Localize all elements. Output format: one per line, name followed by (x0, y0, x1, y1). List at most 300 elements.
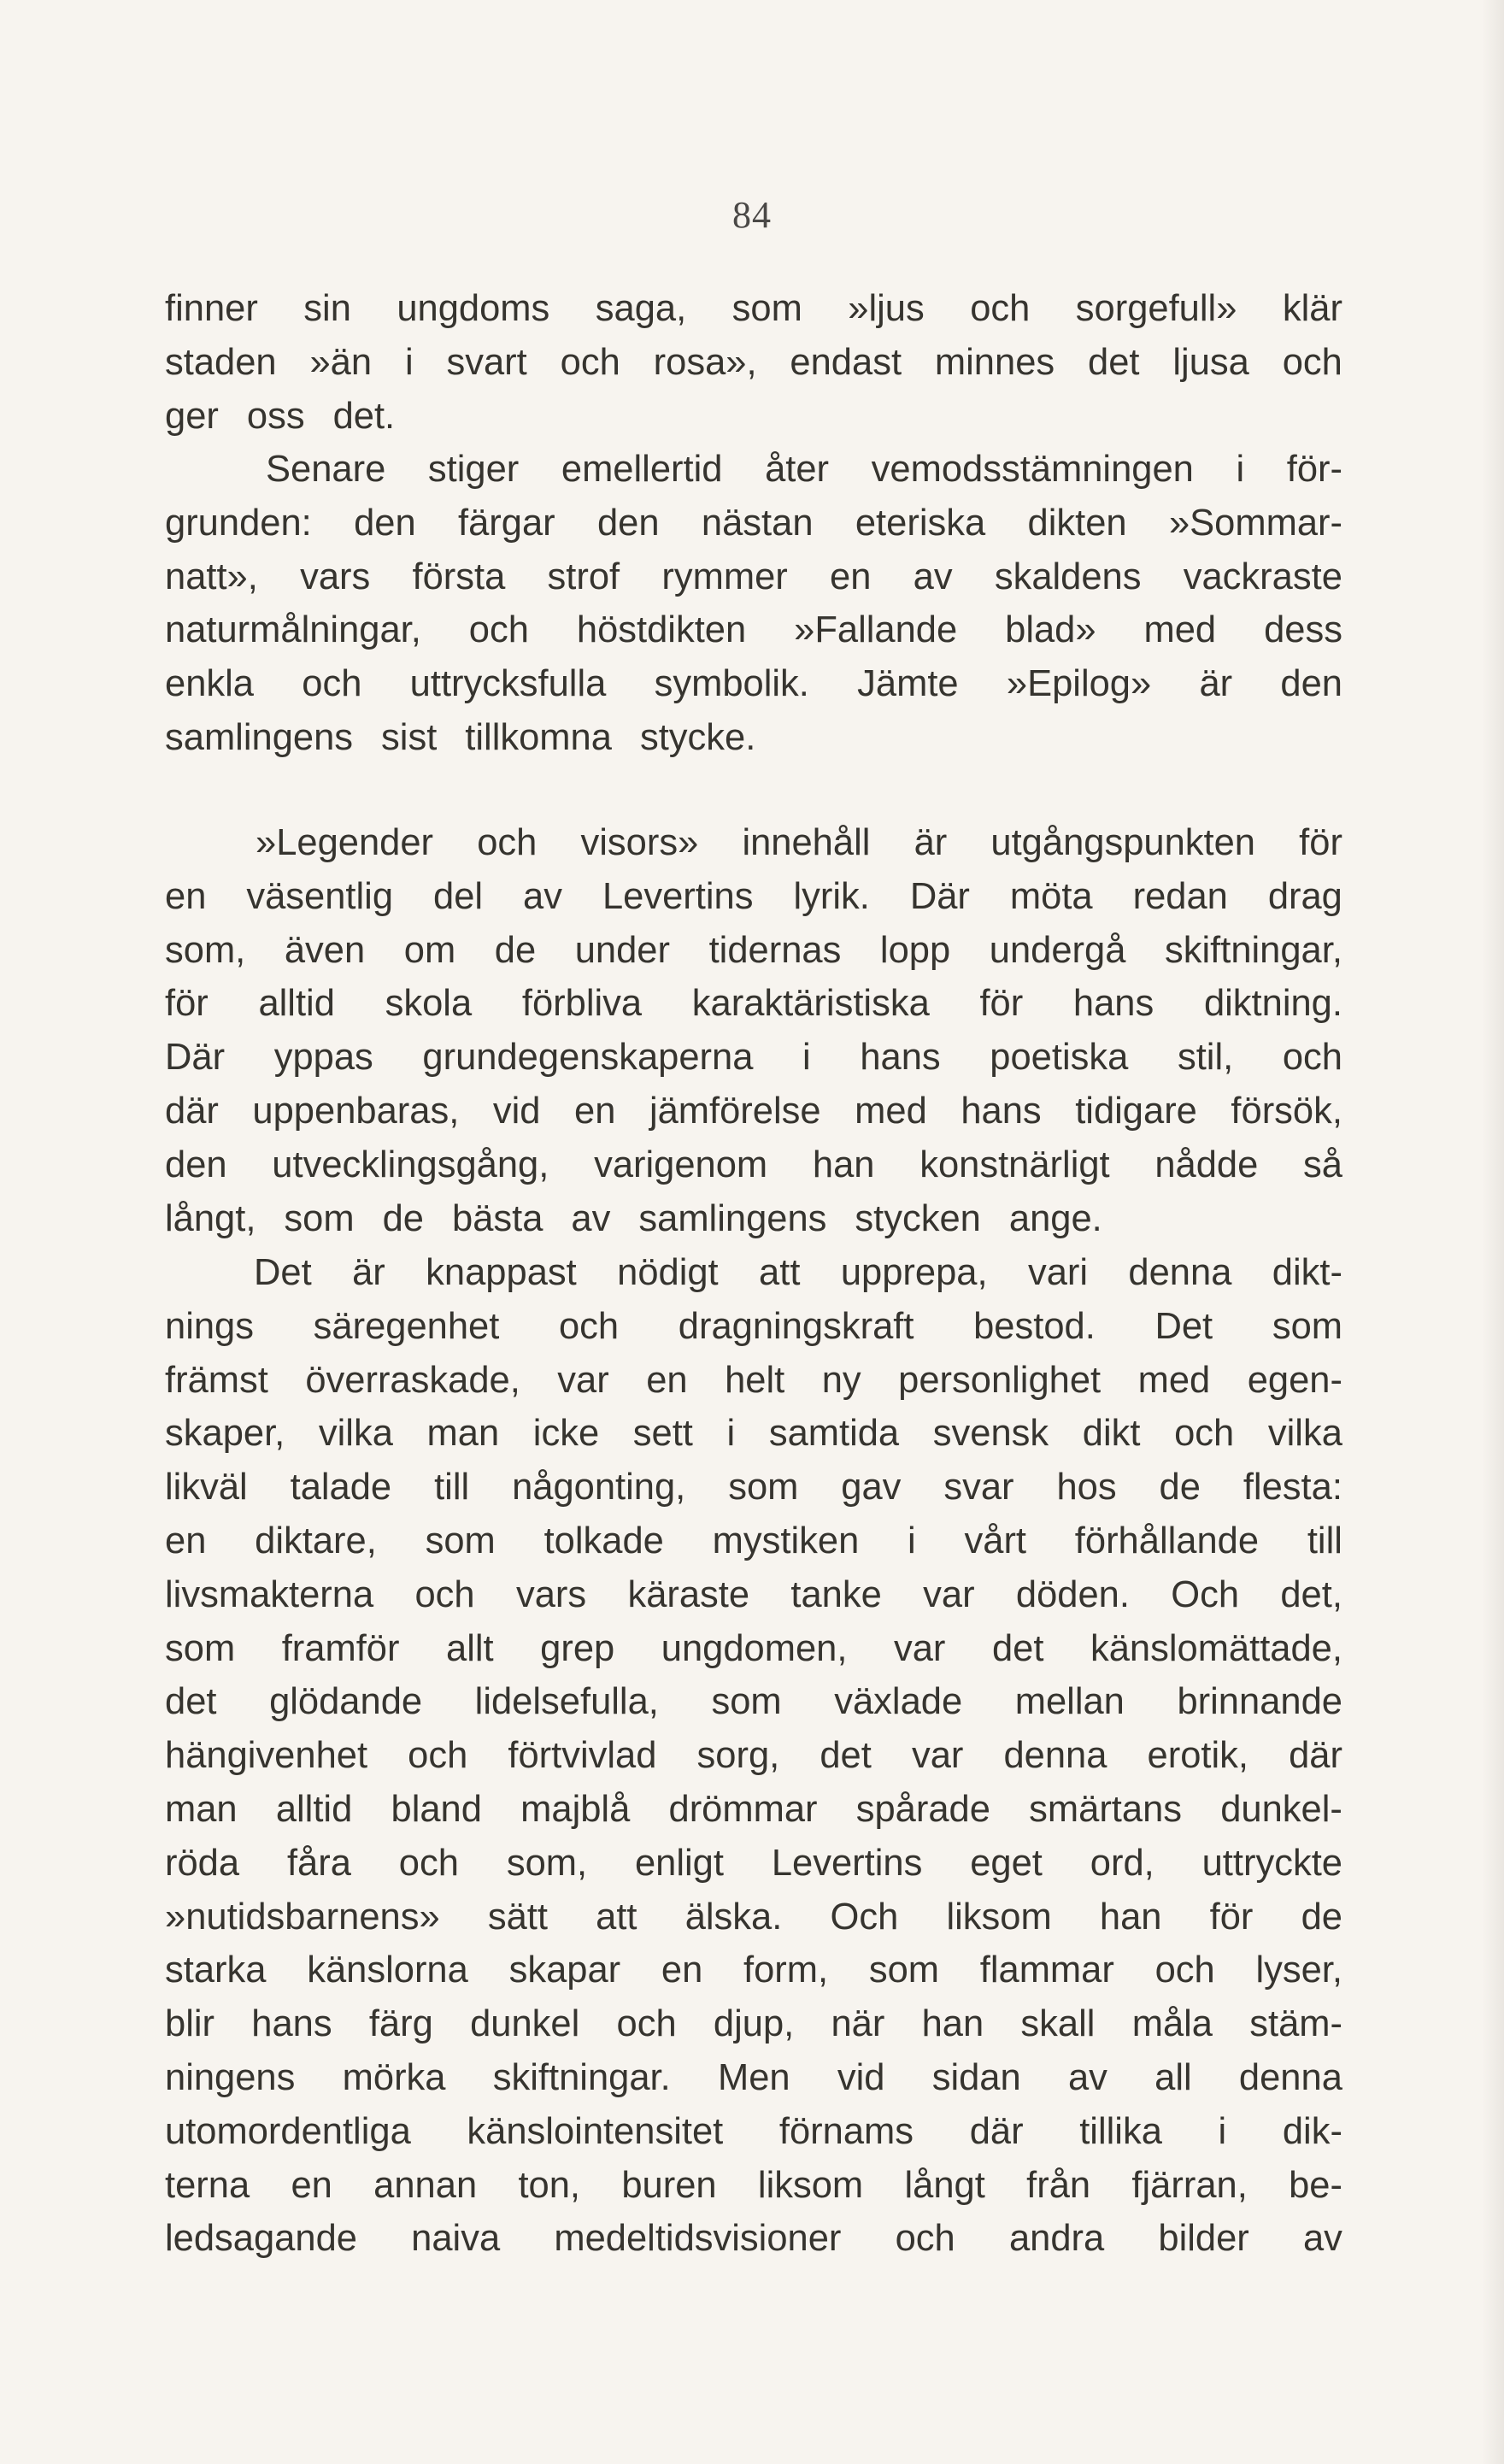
word: grunden: (165, 502, 312, 544)
word: »ljus (848, 288, 925, 329)
text-line (165, 1622, 1342, 1676)
word: en (661, 1949, 703, 1991)
text-line (165, 2159, 1342, 2213)
word: när (831, 2003, 885, 2045)
word: i (802, 1037, 811, 1079)
word: man (426, 1413, 500, 1455)
text-line (165, 1729, 1342, 1783)
word: det (1088, 341, 1140, 383)
text-line (165, 1568, 1342, 1622)
word: de (494, 929, 537, 971)
word: hans (251, 2003, 332, 2045)
word: man (165, 1788, 238, 1830)
text-line (165, 1514, 1342, 1568)
word: be- (1289, 2164, 1342, 2206)
word: som (731, 288, 802, 329)
word: den (354, 502, 416, 544)
word: förtvivlad (508, 1735, 657, 1777)
word: »nutidsbarnens» (165, 1896, 440, 1938)
word: sin (303, 288, 351, 329)
text-line (165, 1891, 1342, 1944)
word: skiftningar, (1164, 929, 1342, 971)
word: av (1302, 2218, 1342, 2260)
word: andra (1008, 2218, 1105, 2260)
text-line (165, 870, 1342, 924)
word: med (1143, 609, 1217, 651)
word: del (433, 875, 484, 917)
text-line (165, 1354, 1342, 1408)
word: växlade (834, 1681, 963, 1723)
word: Och (1171, 1573, 1240, 1615)
word: liksom (946, 1896, 1052, 1938)
word: en (291, 2164, 332, 2206)
word: känslorna (307, 1949, 468, 1991)
word: dess (1264, 609, 1342, 651)
word: och (560, 341, 620, 383)
word: nings (165, 1305, 254, 1347)
word: förhållande (1074, 1520, 1260, 1561)
text-line (165, 1944, 1342, 1997)
word: tillika (1079, 2110, 1162, 2152)
word: dragningskraft (678, 1305, 914, 1347)
word: konstnärligt (919, 1144, 1110, 1185)
word: bland (391, 1788, 482, 1830)
word: stycke. (639, 716, 756, 758)
word: han (1099, 1896, 1162, 1938)
word: där (969, 2110, 1024, 2152)
word: ange. (1008, 1197, 1102, 1239)
word: var (557, 1359, 609, 1401)
word: skaldens (994, 556, 1142, 597)
word: där (165, 1090, 219, 1132)
word: personlighet (898, 1359, 1102, 1401)
word: lyrik. (793, 875, 870, 917)
word: »Legender (256, 822, 434, 863)
word: denna (1003, 1735, 1107, 1777)
word: för (165, 983, 209, 1025)
word: långt (904, 2164, 985, 2206)
word: icke (532, 1413, 600, 1455)
word: som (728, 1467, 799, 1508)
word: det (991, 1627, 1044, 1669)
word: sidan (931, 2056, 1021, 2098)
text-line (165, 1675, 1342, 1729)
word: mellan (1014, 1681, 1125, 1723)
word: staden (165, 341, 277, 383)
word: vari (1027, 1252, 1089, 1293)
word: bestod. (973, 1305, 1096, 1347)
word: upprepa, (840, 1252, 988, 1293)
word: eteriska (855, 502, 986, 544)
word: helt (725, 1359, 785, 1401)
word: mörka (342, 2056, 446, 2098)
word: Levertins (771, 1842, 923, 1884)
word: uttrycksfulla (409, 663, 607, 705)
word: allt (446, 1627, 494, 1669)
word: röda (165, 1842, 240, 1884)
word: nästan (701, 502, 814, 544)
word: främst (165, 1359, 268, 1401)
word: drömmar (668, 1788, 818, 1830)
word: naturmålningar, (165, 609, 421, 651)
word: terna (165, 2164, 250, 2206)
word: skall (1020, 2003, 1096, 2045)
word: spårade (855, 1788, 990, 1830)
word: vårt (964, 1520, 1027, 1561)
word: samlingens (165, 716, 354, 758)
word: samlingens (638, 1197, 827, 1239)
word: gav (841, 1467, 902, 1508)
word: dunkel- (1220, 1788, 1342, 1830)
word: som (425, 1520, 496, 1561)
text-line (165, 924, 1342, 978)
word: och (558, 1305, 620, 1347)
word: känslointensitet (467, 2110, 724, 2152)
paragraph-4 (165, 1246, 1342, 2266)
word: som (711, 1681, 782, 1723)
word: sätt (487, 1896, 548, 1938)
word: och (408, 1735, 468, 1777)
paragraph-2 (165, 443, 1342, 765)
word: svart (446, 341, 527, 383)
text-line (165, 1300, 1342, 1354)
text-line (165, 1407, 1342, 1461)
word: ungdoms (397, 288, 550, 329)
text-line (165, 2212, 1342, 2266)
word: ton, (518, 2164, 581, 2206)
paragraph-3 (165, 816, 1342, 1245)
word: klär (1282, 288, 1342, 329)
word: försök, (1231, 1090, 1342, 1132)
text-line (165, 443, 1342, 497)
word: och (1174, 1413, 1235, 1455)
word: om (403, 929, 456, 971)
word: dik- (1282, 2110, 1342, 2152)
text-line (165, 550, 1342, 604)
word: av (523, 875, 562, 917)
word: bästa (452, 1197, 543, 1239)
text-line (165, 1997, 1342, 2051)
word: strof (547, 556, 620, 597)
word: i (726, 1413, 736, 1455)
word: endast (790, 341, 902, 383)
word: en (646, 1359, 688, 1401)
word: och (477, 822, 538, 863)
word: och (1282, 1037, 1342, 1079)
word: »än (309, 341, 373, 383)
word: är (914, 822, 948, 863)
word: en (574, 1090, 616, 1132)
word: sett (632, 1413, 693, 1455)
word: tillkomna (465, 716, 612, 758)
text-line (165, 1783, 1342, 1837)
word: överraskade, (305, 1359, 520, 1401)
word: väsentlig (246, 875, 394, 917)
word: lidelsefulla, (474, 1681, 659, 1723)
word: stäm- (1249, 2003, 1342, 2045)
word: grep (540, 1627, 615, 1669)
word: i (404, 341, 414, 383)
word: stycken (855, 1197, 981, 1239)
word: är (352, 1252, 385, 1293)
word: att (596, 1896, 637, 1938)
word: form, (743, 1949, 829, 1991)
word: svensk (932, 1413, 1049, 1455)
word: djup, (713, 2003, 795, 2045)
word: hängivenhet (165, 1735, 368, 1777)
word: tolkade (543, 1520, 664, 1561)
word: Levertins (602, 875, 754, 917)
word: ungdomen, (661, 1627, 848, 1669)
word: den (1280, 663, 1342, 705)
word: där (1289, 1735, 1342, 1777)
word: diktare, (255, 1520, 377, 1561)
text-line (165, 2105, 1342, 2159)
word: för (979, 983, 1024, 1025)
word: drag (1267, 875, 1342, 917)
word: enkla (165, 663, 254, 705)
word: varigenom (594, 1144, 768, 1185)
word: hans (961, 1090, 1042, 1132)
word: dunkel (470, 2003, 580, 2045)
word: flesta: (1243, 1467, 1342, 1508)
word: och (616, 2003, 677, 2045)
word: talade (290, 1467, 392, 1508)
word: skiftningar. (492, 2056, 671, 2098)
word: färg (368, 2003, 433, 2045)
word: livsmakterna (165, 1573, 374, 1615)
word: åter (765, 449, 830, 490)
word: undergå (989, 929, 1126, 971)
word: och (398, 1842, 459, 1884)
word: skapar (508, 1949, 621, 1991)
word: brinnande (1177, 1681, 1342, 1723)
word: smärtans (1029, 1788, 1183, 1830)
word: svar (943, 1467, 1014, 1508)
word: rosa», (653, 341, 757, 383)
word: och (895, 2218, 955, 2260)
word: karaktäristiska (691, 983, 930, 1025)
word: är (1199, 663, 1233, 705)
word: med (1137, 1359, 1211, 1401)
word: och (1282, 341, 1342, 383)
word: rymmer (661, 556, 788, 597)
text-line (165, 497, 1342, 550)
word: skola (385, 983, 473, 1025)
word: symbolik. (654, 663, 809, 705)
word: oss (246, 395, 305, 437)
word: sist (381, 716, 438, 758)
word: medeltidsvisioner (554, 2218, 842, 2260)
word: den (596, 502, 660, 544)
word: alltid (258, 983, 335, 1025)
word: Där (909, 875, 970, 917)
word: finner (165, 288, 258, 329)
word: dikt- (1272, 1252, 1342, 1293)
text-line (165, 1461, 1342, 1514)
word: under (574, 929, 670, 971)
word: innehåll (742, 822, 871, 863)
word: döden. (1015, 1573, 1130, 1615)
word: utomordentliga (165, 2110, 411, 2152)
text-line (165, 711, 1342, 765)
word: alltid (275, 1788, 353, 1830)
word: starka (165, 1949, 267, 1991)
word: hans (860, 1037, 941, 1079)
word: med (855, 1090, 927, 1132)
word: grundegenskaperna (422, 1037, 754, 1079)
word: Det (1154, 1305, 1213, 1347)
word: till (1307, 1520, 1342, 1561)
word: en (165, 1520, 207, 1561)
word: nådde (1154, 1144, 1259, 1185)
word: skaper, (165, 1413, 285, 1455)
word: ledsagande (165, 2218, 357, 2260)
word: vilka (1267, 1413, 1342, 1455)
word: en (830, 556, 872, 597)
word: han (812, 1144, 875, 1185)
word: vid (837, 2056, 885, 2098)
word: för- (1286, 449, 1342, 490)
word: som (868, 1949, 940, 1991)
word: redan (1132, 875, 1228, 917)
word: vemodsstämningen (871, 449, 1194, 490)
word: bilder (1158, 2218, 1249, 2260)
word: det, (1280, 1573, 1342, 1615)
word: att (759, 1252, 801, 1293)
word: enligt (634, 1842, 724, 1884)
word: vid (492, 1090, 541, 1132)
word: Men (717, 2056, 790, 2098)
page-number: 84 (732, 194, 772, 236)
word: glödande (269, 1681, 423, 1723)
word: minnes (934, 341, 1055, 383)
word: hans (1072, 983, 1154, 1025)
word: de (382, 1197, 424, 1239)
word: för (1209, 1896, 1254, 1938)
word: Senare (266, 449, 386, 490)
text-line (165, 1085, 1342, 1138)
word: uttryckte (1201, 1842, 1342, 1884)
word: tidigare (1075, 1090, 1197, 1132)
word: flammar (979, 1949, 1114, 1991)
word: långt, (165, 1197, 256, 1239)
word: så (1303, 1144, 1342, 1185)
word: och (302, 663, 362, 705)
word: knappast (426, 1252, 577, 1293)
word: dikt (1082, 1413, 1141, 1455)
word: natt», (165, 556, 258, 597)
word: denna (1238, 2056, 1342, 2098)
text-line (165, 657, 1342, 711)
paragraph-1 (165, 282, 1342, 443)
word: Och (830, 1896, 899, 1938)
word: yppas (273, 1037, 373, 1079)
word: av (1067, 2056, 1107, 2098)
word: naiva (411, 2218, 501, 2260)
word: ningens (165, 2056, 296, 2098)
word: och (1154, 1949, 1215, 1991)
word: första (412, 556, 506, 597)
word: som (1272, 1305, 1342, 1347)
text-line (165, 1837, 1342, 1891)
word: ord, (1090, 1842, 1154, 1884)
word: all (1154, 2056, 1192, 2098)
word: det (165, 1681, 217, 1723)
word: vackraste (1183, 556, 1342, 597)
word: lopp (879, 929, 951, 971)
word: älska. (684, 1896, 783, 1938)
word: tanke (790, 1573, 882, 1615)
word: diktning. (1203, 983, 1342, 1025)
word: liksom (757, 2164, 864, 2206)
word: visors» (580, 822, 699, 863)
word: även (284, 929, 366, 971)
word: egen- (1247, 1359, 1342, 1401)
word: det. (332, 395, 396, 437)
word: var (923, 1573, 975, 1615)
word: sorgefull» (1075, 288, 1237, 329)
word: de (1301, 1896, 1342, 1938)
word: och (970, 288, 1031, 329)
word: nödigt (617, 1252, 719, 1293)
word: Det (254, 1252, 312, 1293)
word: känslomättade, (1090, 1627, 1342, 1669)
text-line (165, 1138, 1342, 1192)
word: höstdikten (576, 609, 747, 651)
word: annan (373, 2164, 478, 2206)
word: och (414, 1573, 475, 1615)
word: vars (515, 1573, 587, 1615)
word: och (468, 609, 529, 651)
word: sorg, (696, 1735, 780, 1777)
word: uppenbaras, (252, 1090, 460, 1132)
text-line (165, 2051, 1342, 2105)
word: var (893, 1627, 946, 1669)
word: poetiska (990, 1037, 1129, 1079)
word: som (284, 1197, 355, 1239)
word: utvecklingsgång, (272, 1144, 549, 1185)
word: tidernas (708, 929, 842, 971)
word: någonting, (512, 1467, 686, 1508)
word: i (908, 1520, 916, 1561)
word: »Fallande (794, 609, 958, 651)
word: måla (1131, 2003, 1213, 2045)
word: Jämte (857, 663, 959, 705)
word: denna (1128, 1252, 1232, 1293)
word: i (1218, 2110, 1227, 2152)
word: vars (300, 556, 371, 597)
text-line (165, 1031, 1342, 1085)
word: dikten (1027, 502, 1127, 544)
word: förbliva (521, 983, 643, 1025)
word: det (820, 1735, 872, 1777)
word: en (165, 875, 207, 917)
word: av (571, 1197, 611, 1239)
word: saga, (595, 288, 687, 329)
word: färgar (458, 502, 555, 544)
word: som, (165, 929, 246, 971)
word: utgångspunkten (990, 822, 1256, 863)
word: Där (165, 1037, 226, 1079)
word: från (1026, 2164, 1091, 2206)
word: som, (506, 1842, 588, 1884)
word: eget (970, 1842, 1043, 1884)
word: av (913, 556, 953, 597)
text-line (165, 816, 1342, 870)
text-line (165, 282, 1342, 336)
word: fåra (286, 1842, 351, 1884)
